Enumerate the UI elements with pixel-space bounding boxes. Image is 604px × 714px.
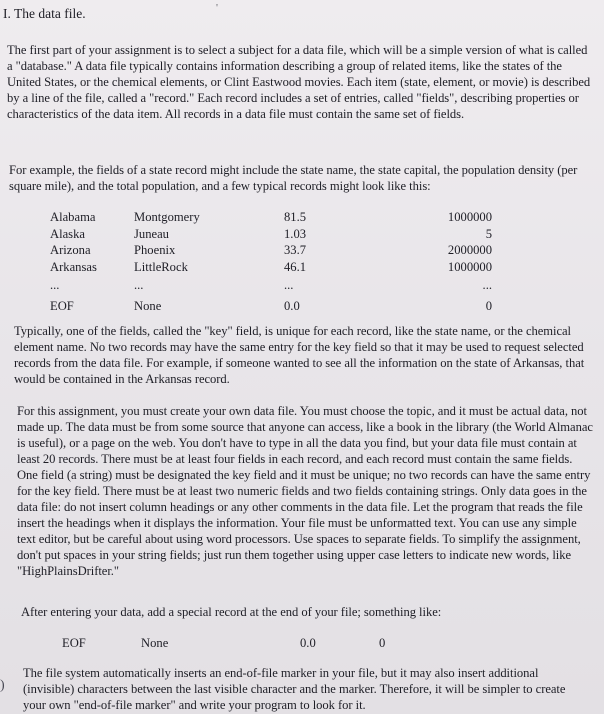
state-cell: Alabama (50, 210, 96, 225)
capital-cell: Montgomery (134, 210, 200, 225)
paragraph-intro: The first part of your assignment is to select a subject for a data file, which will be a simple version of what is called a "database." A data file typically contains information describing a group of related items, like the states of the United States, or the chemical elements, or Clint Eastwood movies. Each item (state, element, or movie) is described by a line of the file, called a "record." Each record includes a set of entries, called "fields", describing properties or characteristics of the data item. All records in a data file must contain the same set of fields. (7, 43, 591, 121)
population-cell: 5 (485, 226, 492, 241)
paragraph-key-field: Typically, one of the fields, called the "key" field, is unique for each record, like the state name, or the chemical element name. No two records may have the same entry for the key field so that it may be used to request selected records from the data file. For example, if someone wanted to see all the information on the state of Arkansas, that would be contained in the Arkansas record. (14, 324, 585, 386)
ellipsis-cell: ... (50, 278, 60, 292)
population-cell: 0 (485, 299, 492, 313)
eof-population: 0 (379, 636, 386, 650)
state-cell: Alaska (50, 226, 85, 241)
capital-cell: Juneau (134, 226, 169, 241)
record-row (50, 242, 497, 259)
state-cell: Arkansas (50, 259, 97, 274)
population-cell: 1000000 (447, 259, 492, 274)
capital-cell: None (134, 299, 162, 313)
ellipsis-cell: ... (482, 278, 492, 292)
density-cell: 33.7 (284, 243, 307, 258)
population-cell: 2000000 (447, 243, 492, 258)
state-cell: Arizona (50, 243, 91, 258)
ellipsis-cell: ... (134, 278, 144, 292)
paragraph-assignment: For this assignment, you must create your own data file. You must choose the topic, and it must be actual data, not made up. The data must be from some source that anyone can access, like a book in the library (the World Almanac is useful), or a page on the web. You don't have to type in all the data you find, but your data file must contain at least 20 records. There must be at least four fields in each record, and each record must contain the same fields. One field (a string) must be designated the key field and it must be unique; no two records can have the same entry for the key field. There must be at least two numeric fields and two fields containing strings. Only data goes in the data file: do not insert column headings or any other comments in the data file. Let the program that reads the file insert the headings when it displays the information. Your file must be unformatted text. You can use any simple text editor, but be careful about using word processors. Use spaces to separate fields. To simplify the assignment, don't put spaces in your string fields; just run them together using upper case letters to indicate new words, like "HighPlainsDrifter." (17, 404, 593, 578)
capital-cell: LittleRock (134, 259, 188, 274)
record-row (50, 226, 497, 243)
eof-density: 0.0 (300, 636, 316, 650)
ellipsis-row (50, 275, 497, 293)
density-cell: 81.5 (284, 210, 307, 225)
paragraph-special-record: After entering your data, add a special record at the end of your file; something like: (21, 605, 442, 619)
density-cell: 46.1 (284, 259, 307, 274)
state-cell: EOF (50, 299, 74, 313)
capital-cell: Phoenix (134, 243, 176, 258)
density-cell: 1.03 (284, 226, 307, 241)
eof-state: EOF (62, 636, 86, 650)
population-cell: 1000000 (447, 210, 492, 225)
record-row (50, 259, 497, 276)
paragraph-example: For example, the fields of a state record might include the state name, the state capital, the population density (per square mile), and the total population, and a few typical records might look like this: (9, 163, 578, 193)
pen-mark: ' (216, 2, 218, 14)
section-heading: I. The data file. (3, 6, 86, 21)
density-cell: 0.0 (284, 299, 300, 313)
eof-capital: None (141, 636, 169, 650)
ellipsis-cell: ... (284, 278, 294, 292)
eof-record-row (50, 293, 497, 314)
record-row (50, 209, 497, 226)
margin-bracket-mark: ) (0, 678, 5, 693)
paragraph-eof-marker: The file system automatically inserts an end-of-file marker in your file, but it may also insert additional (invisible) characters between the last visible character and the marker. Therefore, it will be simpler to create your own "end-of-file marker" and write your program to look for it. (23, 666, 566, 712)
example-records-table (50, 209, 497, 314)
